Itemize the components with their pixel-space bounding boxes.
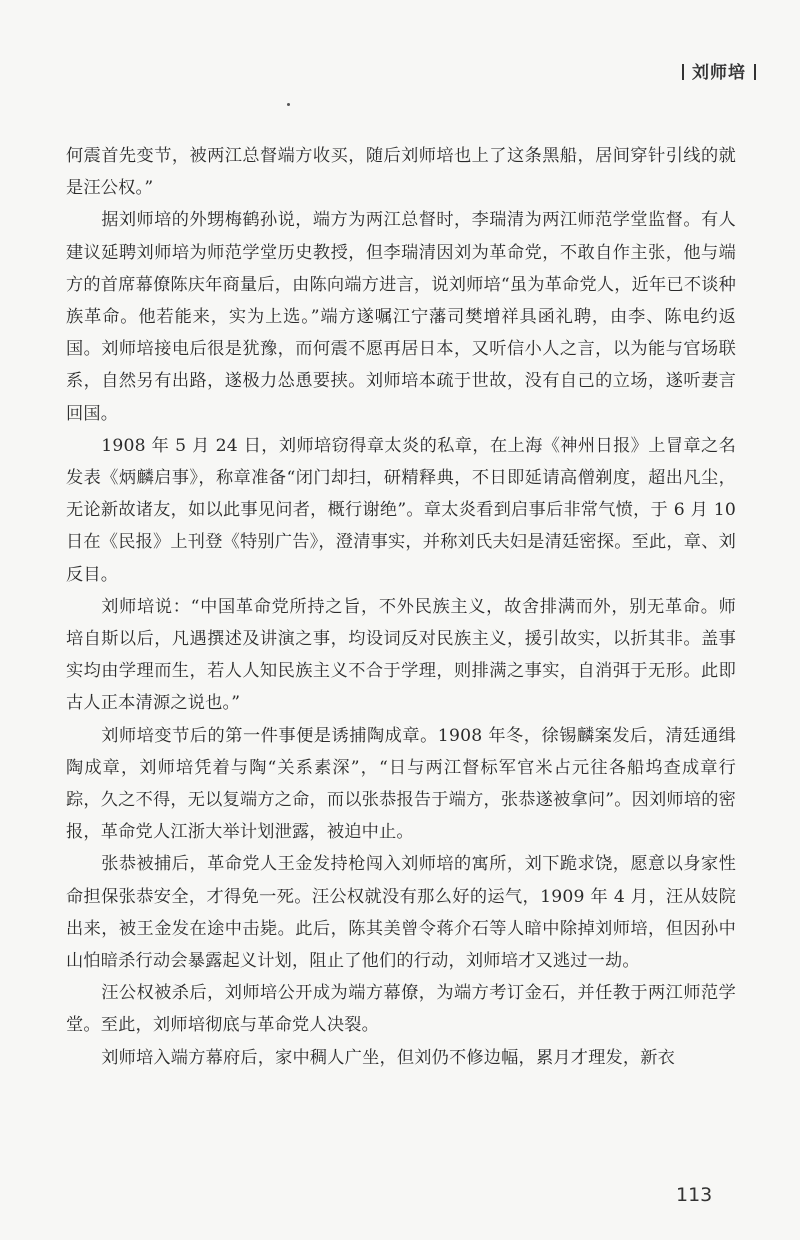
- paragraph: 刘师培变节后的第一件事便是诱捕陶成章。1908 年冬，徐锡麟案发后，清廷通缉陶成章，刘师培凭着与陶“关系素深”，“日与两江督标军官米占元往各船坞查成章行踪，久之不得，无以复端方之命，而以张恭报告于端方，张恭遂被拿问”。因刘师培的密报，革命党人江浙大举计划泄露，被迫中止。: [66, 725, 736, 843]
- body-text: [66, 140, 736, 1074]
- running-title: 刘师培: [692, 63, 746, 83]
- right-rule: [754, 64, 756, 80]
- paragraph: 据刘师培的外甥梅鹤孙说，端方为两江总督时，李瑞清为两江师范学堂监督。有人建议延聘刘师培为师范学堂历史教授，但李瑞清因刘为革命党，不敢自作主张，他与端方的首席幕僚陈庆年商量后，由陈向端方进言，说刘师培“虽为革命党人，近年已不谈种族革命。他若能来，实为上选。”端方遂嘱江宁藩司樊增祥具函礼聘，由李、陈电约返国。刘师培接电后很是犹豫，而何震不愿再居日本，又听信小人之言，以为能与官场联系，自然另有出路，遂极力怂恿要挟。刘师培本疏于世故，没有自己的立场，遂听妻言回国。: [66, 210, 736, 424]
- page-number: 113: [676, 1184, 713, 1206]
- paragraph: 汪公权被杀后，刘师培公开成为端方幕僚，为端方考订金石，并任教于两江师范学堂。至此，刘师培彻底与革命党人决裂。: [66, 983, 736, 1036]
- paragraph: 1908 年 5 月 24 日，刘师培窃得章太炎的私章，在上海《神州日报》上冒章之名发表《炳麟启事》，称章准备“闭门却扫，研精释典，不日即延请高僧剃度，超出凡尘，无论新故诸友，如以此事见问者，概行谢绝”。章太炎看到启事后非常气愤，于 6 月 10 日在《民报》上刊登《特别广告》，澄清事实，并称刘氏夫妇是清廷密探。至此，章、刘反目。: [66, 435, 736, 585]
- paragraph: 张恭被捕后，革命党人王金发持枪闯入刘师培的寓所，刘下跪求饶，愿意以身家性命担保张恭安全，才得免一死。汪公权就没有那么好的运气，1909 年 4 月，汪从妓院出来，被王金发在途中击毙。此后，陈其美曾令蒋介石等人暗中除掉刘师培，但因孙中山怕暗杀行动会暴露起义计划，阻止了他们的行动，刘师培才又逃过一劫。: [66, 854, 736, 972]
- left-rule: [682, 64, 684, 80]
- paragraph: 何震首先变节，被两江总督端方收买，随后刘师培也上了这条黑船，居间穿针引线的就是汪公权。”: [66, 146, 736, 199]
- scan-speck: [287, 103, 290, 106]
- paragraph: 刘师培入端方幕府后，家中稠人广坐，但刘仍不修边幅，累月才理发，新衣: [101, 1047, 676, 1068]
- paragraph: 刘师培说：“中国革命党所持之旨，不外民族主义，故舍排满而外，别无革命。师培自斯以后，凡遇撰述及讲演之事，均设词反对民族主义，援引故实，以折其非。盖事实均由学理而生，若人人知民族主义不合于学理，则排满之事实，自消弭于无形。此即古人正本清源之说也。”: [66, 596, 736, 714]
- running-head: [674, 58, 764, 83]
